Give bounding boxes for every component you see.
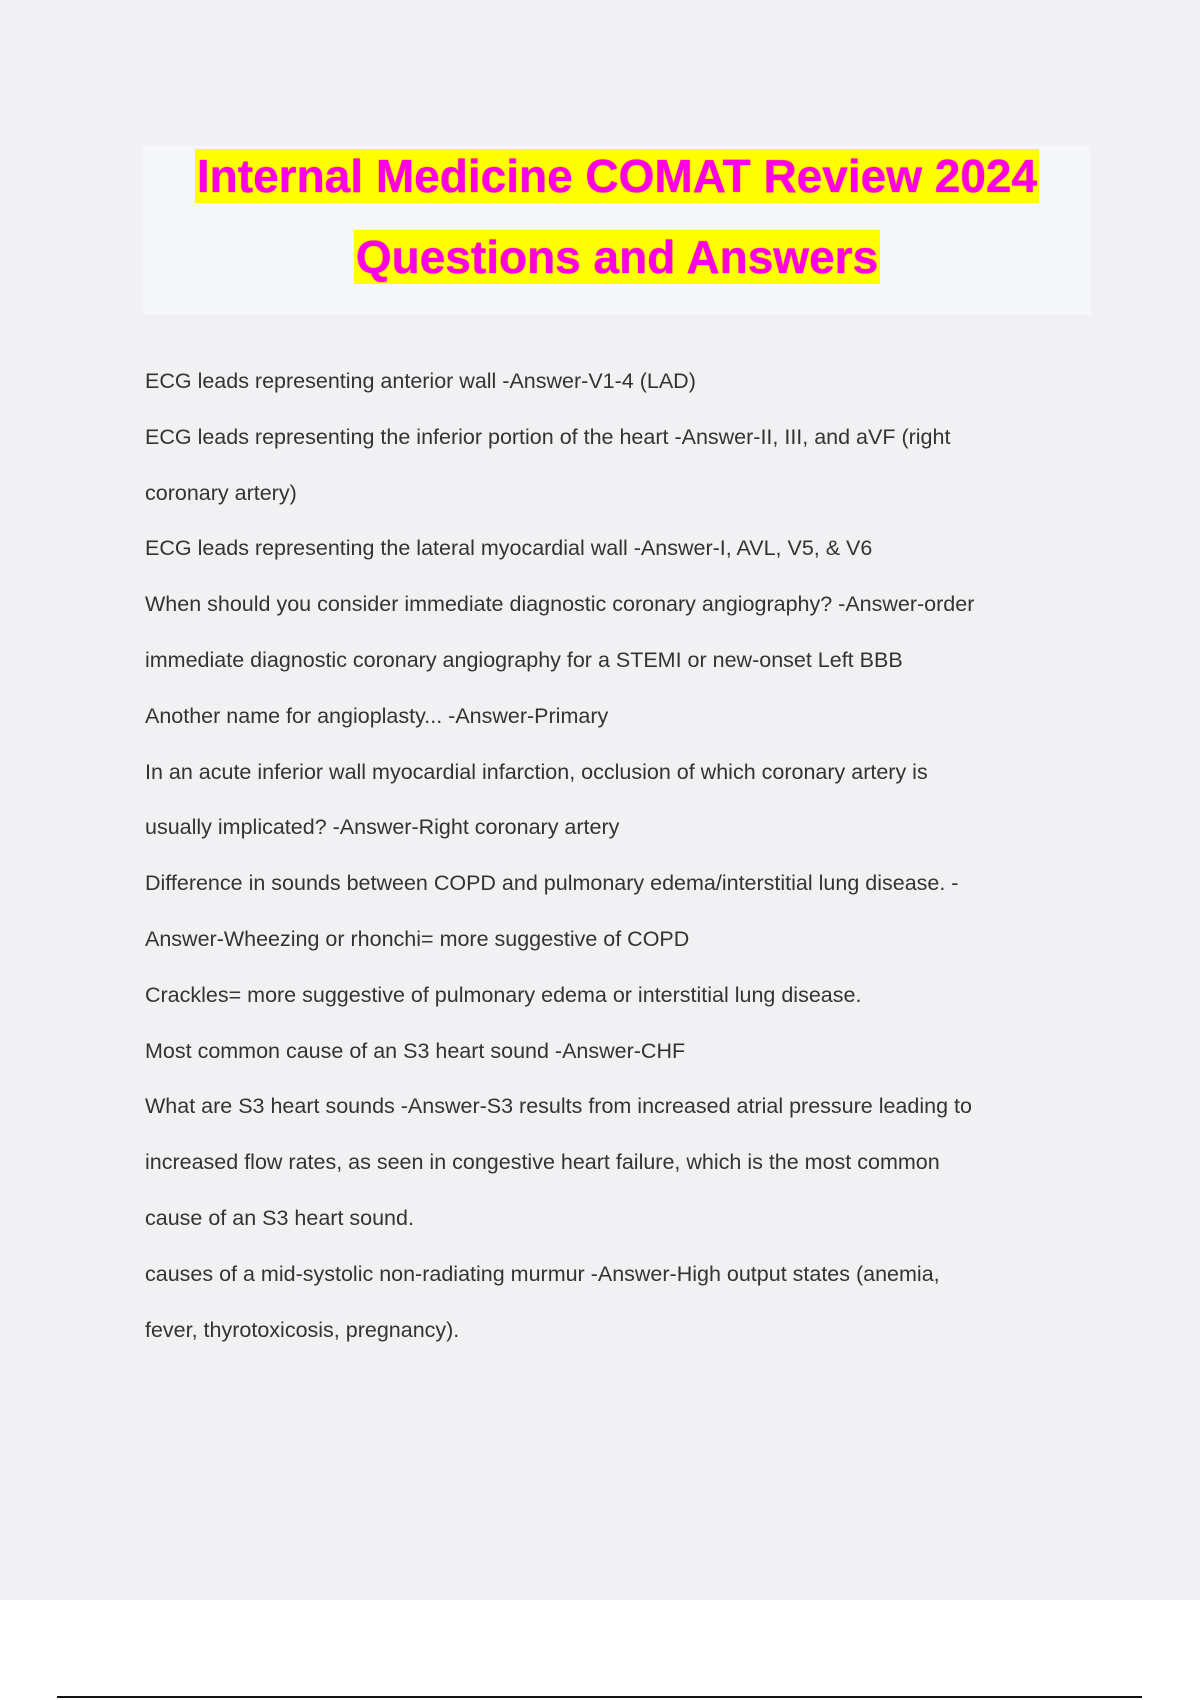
text-line: immediate diagnostic coronary angiography for a STEMI or new-onset Left BBB: [145, 647, 903, 672]
text-line: cause of an S3 heart sound.: [145, 1205, 414, 1230]
text-line: coronary artery): [145, 480, 297, 505]
text-line: Most common cause of an S3 heart sound -Answer-CHF: [145, 1038, 686, 1063]
text-line: causes of a mid-systolic non-radiating murmur -Answer-High output states (anemia,: [145, 1261, 940, 1286]
text-line: ECG leads representing the inferior portion of the heart -Answer-II, III, and aVF (right: [145, 424, 951, 449]
title-line-1: Internal Medicine COMAT Review 2024: [196, 150, 1038, 202]
text-line: Crackles= more suggestive of pulmonary edema or interstitial lung disease.: [145, 982, 862, 1007]
text-line: Answer-Wheezing or rhonchi= more suggestive of COPD: [145, 926, 690, 951]
text-line: usually implicated? -Answer-Right coronary artery: [145, 815, 620, 840]
title-line-2: Questions and Answers: [355, 231, 879, 283]
text-line: Another name for angioplasty... -Answer-Primary: [145, 703, 609, 728]
text-line: ECG leads representing anterior wall -Answer-V1-4 (LAD): [145, 369, 696, 393]
text-line: increased flow rates, as seen in congestive heart failure, which is the most common: [145, 1150, 940, 1175]
footer-divider: [57, 1696, 1142, 1698]
text-line: fever, thyrotoxicosis, pregnancy).: [145, 1317, 460, 1342]
text-line: Difference in sounds between COPD and pulmonary edema/interstitial lung disease. -: [145, 871, 959, 896]
text-line: What are S3 heart sounds -Answer-S3 results from increased atrial pressure leading to: [145, 1094, 972, 1119]
qa-content: [145, 354, 1105, 1358]
title-block: [143, 145, 1091, 315]
text-line: When should you consider immediate diagnostic coronary angiography? -Answer-order: [145, 592, 975, 617]
text-line: In an acute inferior wall myocardial infarction, occlusion of which coronary artery is: [145, 759, 928, 784]
text-line: ECG leads representing the lateral myocardial wall -Answer-I, AVL, V5, & V6: [145, 536, 873, 561]
